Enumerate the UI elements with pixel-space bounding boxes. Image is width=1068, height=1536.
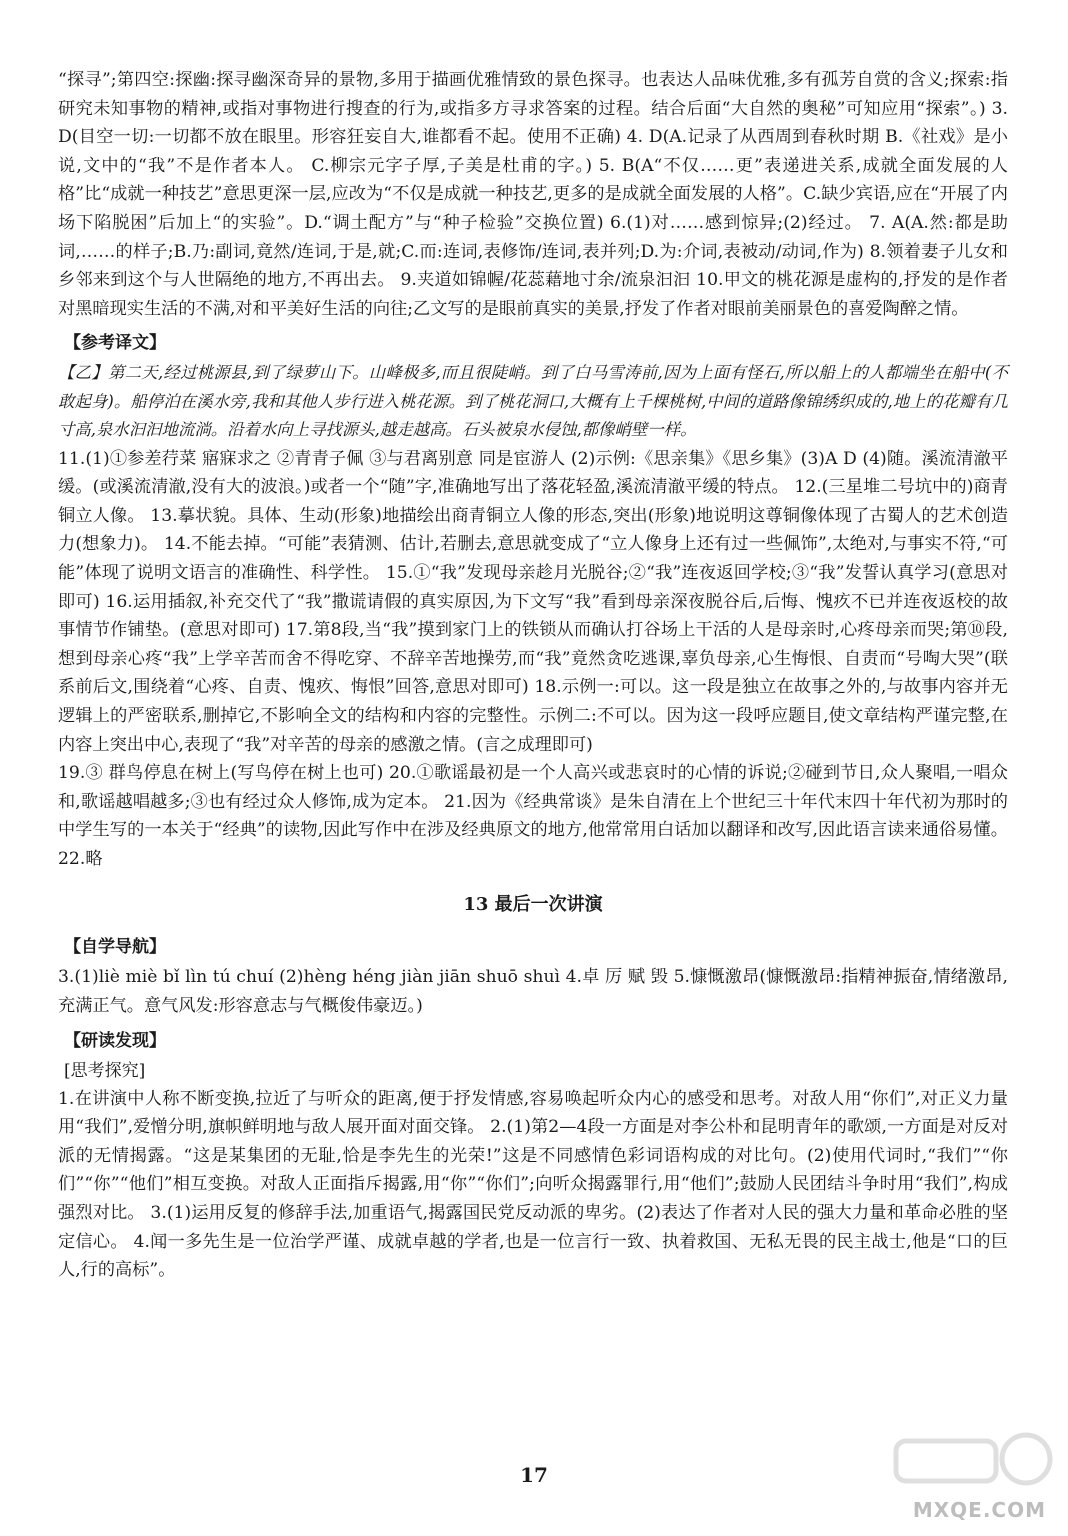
watermark-text: MXQE.COM	[912, 1498, 1046, 1522]
self-study-text: 3.(1)liè miè bǐ lìn tú chuí (2)hèng héng jiàn jiān shuō shuì 4.卓 厉 赋 毁 5.慷慨激昂(慷慨激昂:指精神振奋,情绪激昂,充满正气。意气风发:形容意志与气概俊伟豪迈。)	[58, 967, 1008, 1017]
answer-paragraph-middle-2: 19.③ 群鸟停息在树上(写鸟停在树上也可) 20.①歌谣最初是一个人高兴或悲哀时的心情的诉说;②碰到节日,众人聚唱,一唱众和,歌谣越唱越多;③也有经过众人修饰,成为定本。 21.因为《经典常谈》是朱自清在上个世纪三十年代末四十年代初为那时的中学生写的一本关于“经典”的读物,因此写作中在涉及经典原文的地方,他常常用白话加以翻译和改写,因此语言读来通俗易懂。 22.略	[58, 763, 1008, 869]
self-study-heading: 【自学导航】	[64, 937, 166, 958]
thinking-text: 1.在讲演中人称不断变换,拉近了与听众的距离,便于抒发情感,容易唤起听众内心的感受和思考。对敌人用“你们”,对正义力量用“我们”,爱憎分明,旗帜鲜明地与敌人展开面对面交锋。 2.(1)第2—4段一方面是对李公朴和昆明青年的歌颂,一方面是对反对派的无情揭露。“这是某集团的无耻,恰是李先生的光荣!”这是不同感情色彩词语构成的对比句。(2)使用代词时,“我们”“你们”“你”“他们”相互变换。对敌人正面指斥揭露,用“你”“你们”;向听众揭露罪行,用“他们”;鼓励人民团结斗争时用“我们”,构成强烈对比。 3.(1)运用反复的修辞手法,加重语气,揭露国民党反动派的卑劣。(2)表达了作者对人民的强大力量和革命必胜的坚定信心。 4.闻一多先生是一位治学严谨、成就卓越的学者,也是一位言行一致、执着救国、无私无畏的民主战士,他是“口的巨人,行的高标”。	[58, 1088, 1008, 1281]
answer-page	[58, 66, 1008, 1285]
page-number: 17	[520, 1463, 548, 1487]
reference-translation-text: 【乙】第二天,经过桃源县,到了绿萝山下。山峰极多,而且很陡峭。到了白马雪涛前,因为上面有怪石,所以船上的人都端坐在船中(不敢起身)。船停泊在溪水旁,我和其他人步行进入桃花源。到了桃花洞口,大概有上千棵桃树,中间的道路像锦绣织成的,地上的花瓣有几寸高,泉水汩汩地流淌。沿着水向上寻找源头,越走越高。石头被泉水侵蚀,都像峭壁一样。	[58, 363, 1008, 440]
research-heading: 【研读发现】	[64, 1030, 166, 1051]
reference-translation-heading: 【参考译文】	[64, 333, 166, 354]
answer-paragraph-middle-1: 11.(1)①参差荇菜 寤寐求之 ②青青子佩 ③与君离别意 同是宦游人 (2)示例:《思亲集》《思乡集》(3)A D (4)随。溪流清澈平缓。(或溪流清澈,没有大的波浪。)或者一个“随”字,准确地写出了落花轻盈,溪流清澈平缓的特点。 12.(三星堆二号坑中的)商青铜立人像。 13.摹状貌。具体、生动(形象)地描绘出商青铜立人像的形态,突出(形象)地说明这尊铜像体现了古蜀人的艺术创造力(想象力)。 14.不能去掉。“可能”表猜测、估计,若删去,意思就变成了“立人像身上还有过一些佩饰”,太绝对,与事实不符,“可能”体现了说明文语言的准确性、科学性。 15.①“我”发现母亲趁月光脱谷;②“我”连夜返回学校;③“我”发誓认真学习(意思对即可) 16.运用插叙,补充交代了“我”撒谎请假的真实原因,为下文写“我”看到母亲深夜脱谷后,后悔、愧疚不已并连夜返校的故事情节作铺垫。(意思对即可) 17.第8段,当“我”摸到家门上的铁锁从而确认打谷场上干活的人是母亲时,心疼母亲而哭;第⑩段,想到母亲心疼“我”上学辛苦而舍不得吃穿、不辞辛苦地操劳,而“我”竟然贪吃逃课,辜负母亲,心生悔恨、自责而“号啕大哭”(联系前后文,围绕着“心疼、自责、愧疚、悔恨”回答,意思对即可) 18.示例一:可以。这一段是独立在故事之外的,与故事内容并无逻辑上的严密联系,删掉它,不影响全文的结构和内容的完整性。示例二:不可以。因为这一段呼应题目,使文章结构严谨完整,在内容上突出中心,表现了“我”对辛苦的母亲的感激之情。(言之成理即可)	[58, 448, 1008, 755]
thinking-heading: [思考探究]	[64, 1060, 146, 1081]
section-title: 13 最后一次讲演	[463, 894, 603, 916]
answer-paragraph-top: “探寻”;第四空:探幽:探寻幽深奇异的景物,多用于描画优雅情致的景色探寻。也表达人品味优雅,多有孤芳自赏的含义;探索:指研究未知事物的精神,或指对事物进行搜查的行为,或指多方寻求答案的过程。结合后面“大自然的奥秘”可知应用“探索”。) 3. D(目空一切:一切都不放在眼里。形容狂妄自大,谁都看不起。使用不正确) 4. D(A.记录了从西周到春秋时期 B.《社戏》是小说,文中的“我”不是作者本人。 C.柳宗元字子厚,子美是杜甫的字。) 5. B(A“不仅……更”表递进关系,成就全面发展的人格”比“成就一种技艺”意思更深一层,应改为“不仅是成就一种技艺,更多的是成就全面发展的人格”。C.缺少宾语,应在“开展了内场下陷脱困”后加上“的实验”。D.“调土配方”与“种子检验”交换位置) 6.(1)对……感到惊异;(2)经过。 7. A(A.然:都是助词,……的样子;B.乃:副词,竟然/连词,于是,就;C.而:连词,表修饰/连词,表并列;D.为:介词,表被动/动词,作为) 8.领着妻子儿女和乡邻来到这个与人世隔绝的地方,不再出去。 9.夹道如锦幄/花蕊藉地寸余/流泉汩汩 10.甲文的桃花源是虚构的,抒发的是作者对黑暗现实生活的不满,对和平美好生活的向往;乙文写的是眼前真实的美景,抒发了作者对眼前美丽景色的喜爱陶醉之情。	[58, 70, 1008, 319]
